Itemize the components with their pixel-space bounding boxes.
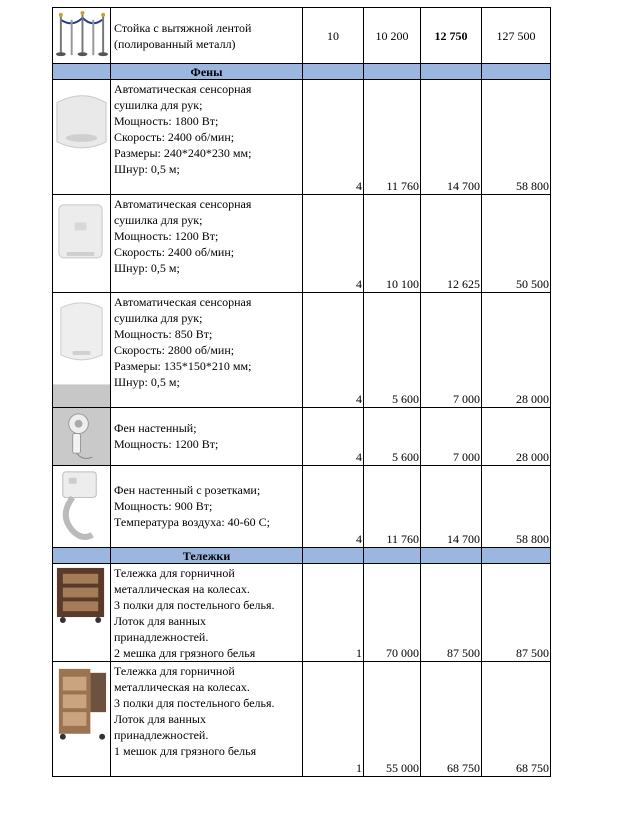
price-cell: 12 625 bbox=[421, 195, 482, 293]
price-cell: 12 750 bbox=[421, 8, 482, 64]
price-table bbox=[52, 7, 551, 777]
total-cell: 28 000 bbox=[482, 408, 551, 466]
price-cell: 5 600 bbox=[364, 293, 421, 408]
product-image bbox=[53, 466, 111, 548]
total-cell: 58 800 bbox=[482, 80, 551, 195]
product-image bbox=[53, 293, 111, 408]
product-description: Тележка для горничной металлическая на колесах. 3 полки для постельного белья. Лоток для ванных принадлежностей. 2 мешка для грязного белья bbox=[111, 564, 303, 662]
table-row bbox=[53, 80, 551, 195]
product-image bbox=[53, 564, 111, 662]
section-header bbox=[53, 64, 551, 80]
price-cell: 10 200 bbox=[364, 8, 421, 64]
product-description: Фен настенный; Мощность: 1200 Вт; bbox=[111, 408, 303, 466]
quantity-cell: 4 bbox=[303, 293, 364, 408]
section-header bbox=[53, 548, 551, 564]
price-cell: 87 500 bbox=[421, 564, 482, 662]
product-description: Тележка для горничной металлическая на колесах. 3 полки для постельного белья. Лоток для ванных принадлежностей. 1 мешок для грязного белья bbox=[111, 662, 303, 777]
price-cell: 7 000 bbox=[421, 408, 482, 466]
product-description: Фен настенный с розетками; Мощность: 900 Вт; Температура воздуха: 40-60 С; bbox=[111, 466, 303, 548]
quantity-cell: 1 bbox=[303, 662, 364, 777]
product-description: Автоматическая сенсорная сушилка для рук; Мощность: 850 Вт; Скорость: 2800 об/мин; Размеры: 135*150*210 мм; Шнур: 0,5 м; bbox=[111, 293, 303, 408]
product-image bbox=[53, 8, 111, 64]
total-cell: 127 500 bbox=[482, 8, 551, 64]
price-cell: 55 000 bbox=[364, 662, 421, 777]
price-cell: 5 600 bbox=[364, 408, 421, 466]
quantity-cell: 10 bbox=[303, 8, 364, 64]
hand-dryer-image bbox=[53, 294, 110, 407]
quantity-cell: 4 bbox=[303, 195, 364, 293]
section-title: Тележки bbox=[111, 548, 303, 564]
wall-hairdryer-image bbox=[53, 408, 110, 465]
price-cell: 70 000 bbox=[364, 564, 421, 662]
product-description: Стойка с вытяжной лентой (полированный металл) bbox=[111, 8, 303, 64]
product-image bbox=[53, 195, 111, 293]
total-cell: 68 750 bbox=[482, 662, 551, 777]
product-image bbox=[53, 408, 111, 466]
price-cell: 11 760 bbox=[364, 80, 421, 195]
total-cell: 28 000 bbox=[482, 293, 551, 408]
table-row bbox=[53, 8, 551, 64]
price-cell: 10 100 bbox=[364, 195, 421, 293]
product-image bbox=[53, 80, 111, 195]
section-title: Фены bbox=[111, 64, 303, 80]
hand-dryer-image bbox=[53, 81, 110, 194]
quantity-cell: 4 bbox=[303, 466, 364, 548]
quantity-cell: 4 bbox=[303, 80, 364, 195]
housekeeping-cart-image bbox=[53, 564, 110, 660]
price-cell: 14 700 bbox=[421, 80, 482, 195]
price-cell: 68 750 bbox=[421, 662, 482, 777]
table-row bbox=[53, 408, 551, 466]
total-cell: 50 500 bbox=[482, 195, 551, 293]
wall-hairdryer-image bbox=[53, 466, 110, 547]
product-description: Автоматическая сенсорная сушилка для рук; Мощность: 1800 Вт; Скорость: 2400 об/мин; Размеры: 240*240*230 мм; Шнур: 0,5 м; bbox=[111, 80, 303, 195]
hand-dryer-image bbox=[53, 195, 110, 291]
quantity-cell: 4 bbox=[303, 408, 364, 466]
barrier-stand-image bbox=[53, 8, 110, 63]
housekeeping-cart-image bbox=[53, 663, 110, 776]
table-row bbox=[53, 466, 551, 548]
table-row bbox=[53, 195, 551, 293]
table-row bbox=[53, 564, 551, 662]
price-cell: 14 700 bbox=[421, 466, 482, 548]
table-row bbox=[53, 662, 551, 777]
product-image bbox=[53, 662, 111, 777]
quantity-cell: 1 bbox=[303, 564, 364, 662]
product-description: Автоматическая сенсорная сушилка для рук; Мощность: 1200 Вт; Скорость: 2400 об/мин; Шнур: 0,5 м; bbox=[111, 195, 303, 293]
price-cell: 7 000 bbox=[421, 293, 482, 408]
price-cell: 11 760 bbox=[364, 466, 421, 548]
total-cell: 58 800 bbox=[482, 466, 551, 548]
table-row bbox=[53, 293, 551, 408]
total-cell: 87 500 bbox=[482, 564, 551, 662]
